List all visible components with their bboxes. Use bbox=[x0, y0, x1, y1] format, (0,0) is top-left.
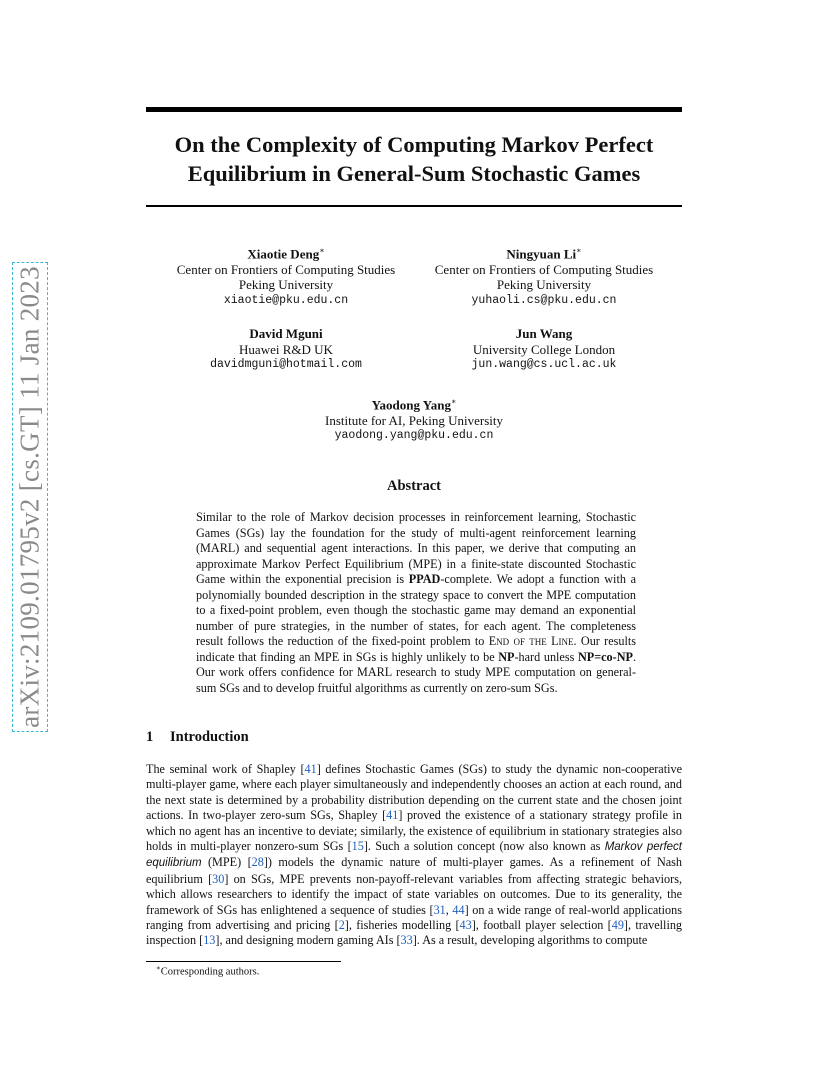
author-name: David Mguni bbox=[249, 326, 323, 341]
author-affiliation: Peking University bbox=[496, 277, 592, 293]
title-line-2: Equilibrium in General-Sum Stochastic Games bbox=[187, 161, 641, 186]
citation-link[interactable]: 41 bbox=[304, 762, 317, 776]
author-block-yang bbox=[294, 394, 534, 444]
title-rule-top bbox=[146, 107, 682, 112]
citation-link[interactable]: 13 bbox=[203, 933, 216, 948]
author-email[interactable]: xiaotie@pku.edu.cn bbox=[223, 293, 349, 307]
author-name: Yaodong Yang∗ bbox=[371, 397, 457, 413]
author-block-li bbox=[424, 243, 664, 308]
citation-link[interactable]: 44 bbox=[452, 902, 465, 917]
title-rule-bottom bbox=[146, 205, 682, 207]
author-block-wang bbox=[424, 326, 664, 373]
author-name: Jun Wang bbox=[515, 326, 573, 341]
citation-link[interactable]: 43 bbox=[459, 918, 472, 933]
title-line-1: On the Complexity of Computing Markov Perfect bbox=[174, 132, 654, 157]
author-email[interactable]: yuhaoli.cs@pku.edu.cn bbox=[471, 293, 617, 307]
paper-title bbox=[146, 130, 682, 188]
citation-link[interactable]: 15 bbox=[351, 839, 364, 854]
author-email[interactable]: davidmguni@hotmail.com bbox=[210, 358, 362, 371]
citation-link[interactable]: 28 bbox=[251, 855, 264, 870]
author-email[interactable]: jun.wang@cs.ucl.ac.uk bbox=[471, 358, 617, 371]
author-affiliation: Center on Frontiers of Computing Studies bbox=[176, 261, 396, 277]
section-heading-introduction: 1 Introduction bbox=[146, 729, 249, 745]
author-block-mguni bbox=[166, 326, 406, 373]
author-affiliation: Center on Frontiers of Computing Studies bbox=[434, 261, 654, 277]
citation-link[interactable]: 2 bbox=[338, 918, 345, 933]
footnote: ∗Corresponding authors. bbox=[156, 964, 260, 978]
author-name: Ningyuan Li∗ bbox=[506, 246, 582, 262]
abstract-heading: Abstract bbox=[387, 478, 441, 494]
author-affiliation: Peking University bbox=[238, 277, 334, 293]
introduction-text: The seminal work of Shapley [41] defines Stochastic Games (SGs) to study the dynamic non-cooperative multi-player game, where each player simultaneously and independently chooses an action at each round, and the next state is determined by a probability distribution depending on the current state and the chosen joint actions. In two-player zero-sum SGs, Shapley [41] proved the existence of a stationary strategy profile in which no agent has an incentive to deviate; similarly, the existence of equilibrium in stationary strategies also holds in multi-player nonzero-sum SGs [15]. Such a solution concept (now also known as Markov perfect equilibrium (MPE) [28]) models the dynamic nature of multi-player games. As a refinement of Nash equilibrium [30] on SGs, MPE prevents non-payoff-relevant variables from affecting strategic behaviors, which allows researchers to identify the impact of state variables on outcomes. Due to its generality, the framework of SGs has enlightened a sequence of studies [31, 44] on a wide range of real-world applications ranging from advertising and pricing [2], fisheries modelling [43], football player selection [49], travelling inspection [13], and designing modern gaming AIs [33]. As a result, developing algorithms to compute bbox=[146, 762, 683, 948]
abstract-text: Similar to the role of Markov decision processes in reinforcement learning, Stochastic Games (SGs) lay the foundation for the study of multi-agent reinforcement learning (MARL) and sequential agent interactions. In this paper, we derive that computing an approximate Markov Perfect Equilibrium (MPE) in a finite-state discounted Stochastic Game within the exponential precision is PPAD-complete. We adopt a function with a polynomially bounded description in the strategy space to convert the MPE computation to a fixed-point problem, even though the stochastic game may demand an exponential number of pure strategies, in the number of states, for each agent. The completeness result follows the reduction of the fixed-point problem to End of the Line. Our results indicate that finding an MPE in SGs is highly unlikely to be NP-hard unless NP=co-NP. Our work offers confidence for MARL research to study MPE computation on general-sum SGs and to develop fruitful algorithms as currently on zero-sum SGs. bbox=[196, 510, 637, 695]
arxiv-id[interactable]: arXiv:2109.01795v2 [cs.GT] 11 Jan 2023 bbox=[14, 266, 45, 728]
arxiv-stamp[interactable] bbox=[12, 262, 48, 732]
citation-link[interactable]: 30 bbox=[212, 871, 225, 886]
author-name: Xiaotie Deng∗ bbox=[247, 246, 325, 262]
author-email[interactable]: yaodong.yang@pku.edu.cn bbox=[334, 429, 494, 443]
citation-link[interactable]: 31 bbox=[433, 902, 446, 917]
author-affiliation: Institute for AI, Peking University bbox=[324, 412, 503, 428]
citation-link[interactable]: 41 bbox=[386, 808, 399, 823]
author-block-deng bbox=[166, 243, 406, 308]
author-affiliation: Huawei R&D UK bbox=[239, 341, 333, 357]
citation-link[interactable]: 33 bbox=[400, 933, 413, 948]
footnote-rule bbox=[146, 961, 341, 962]
citation-link[interactable]: 49 bbox=[611, 918, 624, 933]
author-affiliation: University College London bbox=[472, 341, 616, 357]
